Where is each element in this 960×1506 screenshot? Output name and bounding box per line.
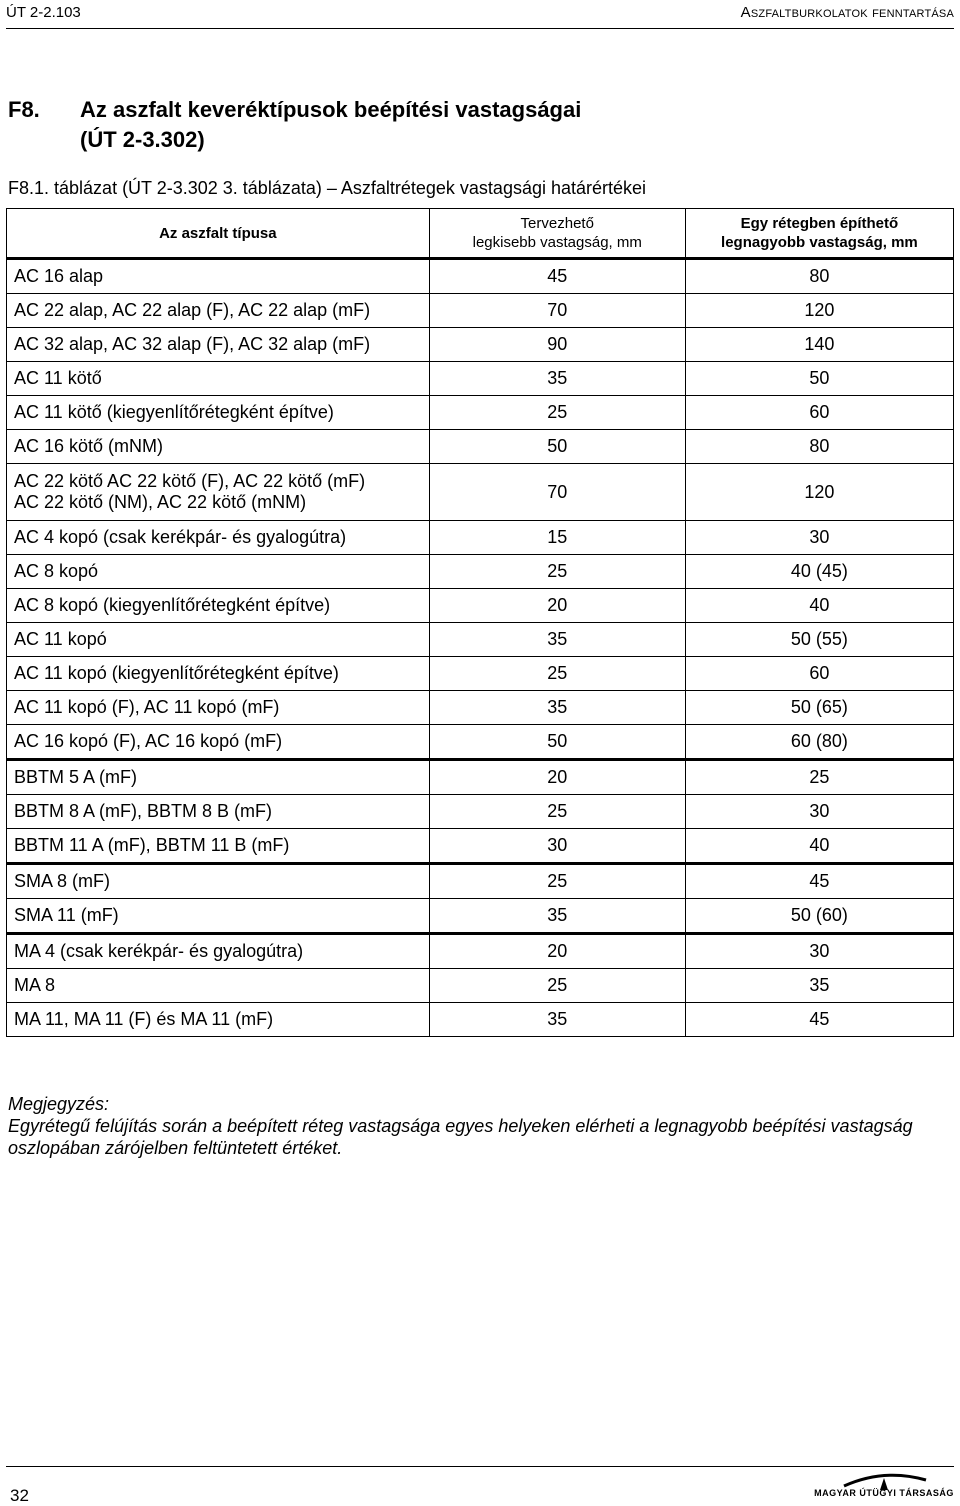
table-row [7, 464, 954, 521]
publisher-logo [814, 1470, 954, 1502]
table-row [7, 657, 954, 691]
cell-max-thickness: 40 [685, 589, 953, 623]
cell-max-thickness: 80 [685, 430, 953, 464]
cell-max-thickness: 45 [685, 864, 953, 899]
table-row [7, 691, 954, 725]
header-document-title: Aszfaltburkolatok fenntartása [740, 4, 954, 21]
cell-asphalt-type: SMA 11 (mF) [7, 899, 430, 934]
cell-min-thickness: 70 [429, 464, 685, 521]
table-row [7, 725, 954, 760]
cell-asphalt-type: AC 16 alap [7, 259, 430, 294]
table-row [7, 555, 954, 589]
cell-min-thickness: 30 [429, 829, 685, 864]
cell-min-thickness: 45 [429, 259, 685, 294]
page-number: 32 [10, 1486, 29, 1505]
cell-max-thickness: 30 [685, 795, 953, 829]
cell-max-thickness: 120 [685, 464, 953, 521]
table-row [7, 969, 954, 1003]
note [8, 1093, 954, 1159]
cell-asphalt-type: AC 4 kopó (csak kerékpár- és gyalogútra) [7, 521, 430, 555]
cell-max-thickness: 25 [685, 760, 953, 795]
cell-max-thickness: 30 [685, 934, 953, 969]
note-text: Egyrétegű felújítás során a beépített réteg vastagsága egyes helyeken elérheti a legnagyobb beépítési vastagság oszlopában zárójelben feltüntetett értéket. [8, 1116, 913, 1158]
cell-asphalt-type: BBTM 11 A (mF), BBTM 11 B (mF) [7, 829, 430, 864]
table-header-row [7, 209, 954, 259]
table-row [7, 829, 954, 864]
cell-max-thickness: 50 (55) [685, 623, 953, 657]
cell-asphalt-type: SMA 8 (mF) [7, 864, 430, 899]
cell-min-thickness: 20 [429, 760, 685, 795]
table-row [7, 294, 954, 328]
cell-min-thickness: 35 [429, 899, 685, 934]
section-heading-line1: Az aszfalt keveréktípusok beépítési vastagságai [80, 97, 582, 122]
cell-min-thickness: 70 [429, 294, 685, 328]
cell-max-thickness: 30 [685, 521, 953, 555]
cell-asphalt-type: AC 16 kötő (mNM) [7, 430, 430, 464]
page-header [6, 2, 954, 29]
cell-min-thickness: 35 [429, 362, 685, 396]
cell-min-thickness: 25 [429, 969, 685, 1003]
section-number: F8. [8, 97, 40, 122]
table-row [7, 430, 954, 464]
table-row [7, 328, 954, 362]
cell-min-thickness: 25 [429, 555, 685, 589]
cell-asphalt-type: MA 4 (csak kerékpár- és gyalogútra) [7, 934, 430, 969]
note-heading: Megjegyzés: [8, 1094, 110, 1114]
cell-max-thickness: 140 [685, 328, 953, 362]
table-row [7, 623, 954, 657]
table-row [7, 362, 954, 396]
cell-asphalt-type: AC 11 kötő [7, 362, 430, 396]
cell-max-thickness: 60 (80) [685, 725, 953, 760]
header-type: Az aszfalt típusa [7, 209, 430, 259]
logo-text: MAGYAR ÚTÜGYI TÁRSASÁG [814, 1488, 954, 1498]
cell-asphalt-type: AC 22 kötő AC 22 kötő (F), AC 22 kötő (mF) AC 22 kötő (NM), AC 22 kötő (mNM) [7, 464, 430, 521]
cell-max-thickness: 60 [685, 396, 953, 430]
cell-asphalt-type: AC 32 alap, AC 32 alap (F), AC 32 alap (mF) [7, 328, 430, 362]
cell-max-thickness: 35 [685, 969, 953, 1003]
cell-min-thickness: 50 [429, 430, 685, 464]
header-min-thickness: Tervezhető legkisebb vastagság, mm [429, 209, 685, 259]
cell-min-thickness: 20 [429, 589, 685, 623]
table-row [7, 795, 954, 829]
cell-min-thickness: 15 [429, 521, 685, 555]
cell-min-thickness: 25 [429, 396, 685, 430]
cell-min-thickness: 50 [429, 725, 685, 760]
table-row [7, 864, 954, 899]
table-row [7, 259, 954, 294]
cell-min-thickness: 25 [429, 795, 685, 829]
cell-asphalt-type: AC 8 kopó [7, 555, 430, 589]
section-heading [80, 95, 780, 155]
cell-max-thickness: 50 (60) [685, 899, 953, 934]
cell-min-thickness: 90 [429, 328, 685, 362]
cell-asphalt-type: AC 11 kötő (kiegyenlítőrétegként építve) [7, 396, 430, 430]
table-row [7, 396, 954, 430]
cell-asphalt-type: AC 11 kopó (kiegyenlítőrétegként építve) [7, 657, 430, 691]
cell-min-thickness: 35 [429, 1003, 685, 1037]
cell-max-thickness: 120 [685, 294, 953, 328]
cell-asphalt-type: AC 22 alap, AC 22 alap (F), AC 22 alap (mF) [7, 294, 430, 328]
cell-asphalt-type: AC 11 kopó (F), AC 11 kopó (mF) [7, 691, 430, 725]
cell-max-thickness: 40 (45) [685, 555, 953, 589]
cell-max-thickness: 50 [685, 362, 953, 396]
road-society-logo-icon [814, 1470, 954, 1490]
section-heading-line2: (ÚT 2-3.302) [80, 127, 205, 152]
cell-asphalt-type: MA 11, MA 11 (F) és MA 11 (mF) [7, 1003, 430, 1037]
cell-max-thickness: 50 (65) [685, 691, 953, 725]
cell-asphalt-type: AC 16 kopó (F), AC 16 kopó (mF) [7, 725, 430, 760]
header-document-code: ÚT 2-2.103 [6, 4, 81, 21]
table-row [7, 760, 954, 795]
cell-max-thickness: 60 [685, 657, 953, 691]
table-row [7, 934, 954, 969]
cell-min-thickness: 20 [429, 934, 685, 969]
table-body [7, 259, 954, 1037]
thickness-table [6, 208, 954, 1037]
table-row [7, 899, 954, 934]
cell-asphalt-type: AC 11 kopó [7, 623, 430, 657]
footer-divider [6, 1466, 954, 1467]
table-row [7, 1003, 954, 1037]
header-max-thickness: Egy rétegben építhető legnagyobb vastagság, mm [685, 209, 953, 259]
table-row [7, 589, 954, 623]
cell-max-thickness: 45 [685, 1003, 953, 1037]
cell-asphalt-type: AC 8 kopó (kiegyenlítőrétegként építve) [7, 589, 430, 623]
cell-asphalt-type: BBTM 8 A (mF), BBTM 8 B (mF) [7, 795, 430, 829]
cell-asphalt-type: MA 8 [7, 969, 430, 1003]
cell-min-thickness: 35 [429, 691, 685, 725]
cell-max-thickness: 80 [685, 259, 953, 294]
cell-asphalt-type: BBTM 5 A (mF) [7, 760, 430, 795]
cell-min-thickness: 25 [429, 657, 685, 691]
table-row [7, 521, 954, 555]
cell-max-thickness: 40 [685, 829, 953, 864]
cell-min-thickness: 35 [429, 623, 685, 657]
table-caption: F8.1. táblázat (ÚT 2-3.302 3. táblázata) – Aszfaltrétegek vastagsági határértékei [8, 178, 647, 198]
cell-min-thickness: 25 [429, 864, 685, 899]
